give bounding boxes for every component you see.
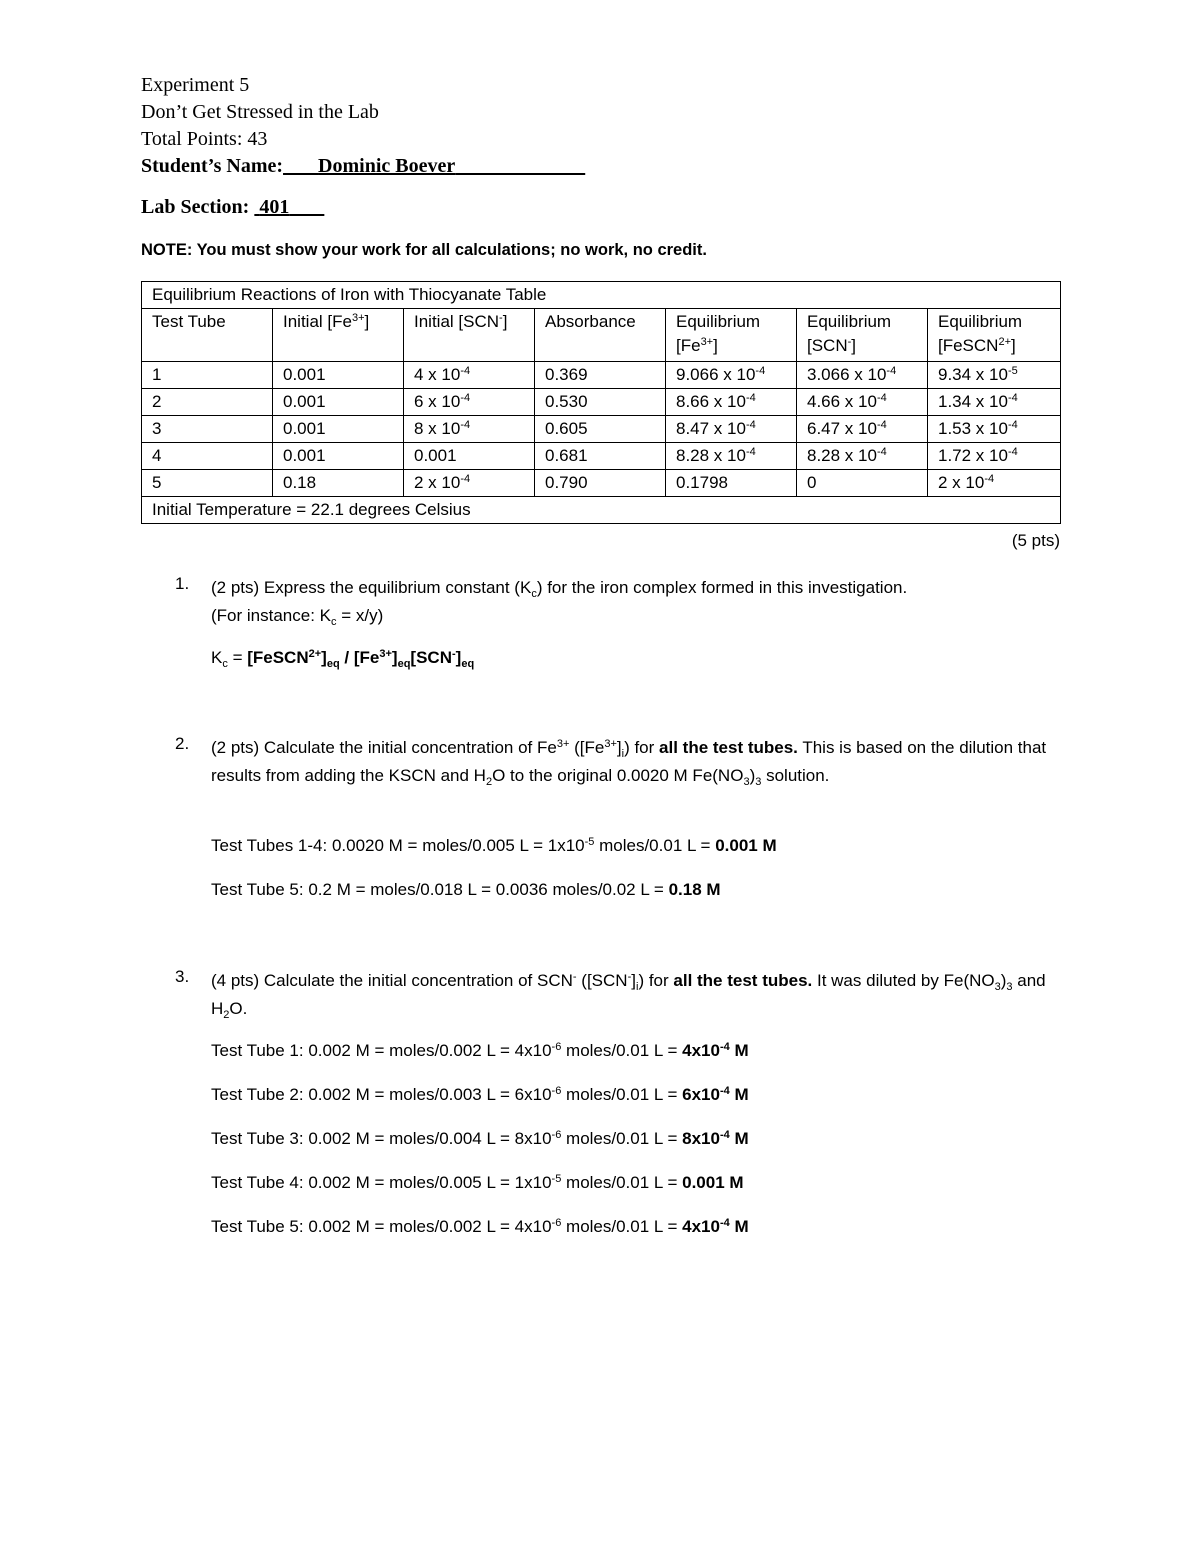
question-text: (4 pts) Calculate the initial concentration of SCN- $([SCN^-]_i)$ for all the test tubes. It was diluted by $Fe(NO_3)_3$ and $H_2O$. [211,971,1046,1021]
cell-eq-scn: 6.47 x $10^{-4}$ [797,416,928,443]
header-initial-scn: Initial [SCN-] [404,309,535,362]
cell-eq-fescn: 9.34 x $10^{-5}$ [928,362,1061,389]
header-eq-scn: Equilibrium [SCN-] [797,309,928,362]
question-text: (2 pts) Calculate the initial concentration of $Fe^{3+}$ $([Fe^{3+}]_i)$ for all the test tubes. This is based on the dilution that results from adding the KSCN and $H_2O$ to the original 0.0020 M $Fe(NO_3)_3$ solution. [211,738,1047,788]
header-initial-fe: Initial $[Fe^{3+}]$ [273,309,404,362]
question-number: 1. [175,574,190,593]
q2-calc-tube-5: Test Tube 5: 0.2 M = moles/0.018 L = 0.0036 moles/0.02 L = 0.18 M [211,880,721,899]
cell-initial-fe: 0.001 [273,389,404,416]
q3-calc-tube-4: Test Tube 4: 0.002 M = moles/0.005 $L = 1x10^{-5}$ moles/0.01 L = 0.001 M [211,1173,744,1192]
cell-tube: 1 [142,362,273,389]
cell-eq-fe: 8.66 x $10^{-4}$ [666,389,797,416]
cell-eq-fe: 9.066 x $10^{-4}$ [666,362,797,389]
cell-eq-fe: 8.47 x $10^{-4}$ [666,416,797,443]
cell-absorbance: 0.530 [535,389,666,416]
cell-eq-fescn: 2 x $10^{-4}$ [928,470,1061,497]
cell-absorbance: 0.369 [535,362,666,389]
cell-eq-fescn: 1.34 x $10^{-4}$ [928,389,1061,416]
document-header [141,72,585,180]
q2-calc-tubes-1-4: Test Tubes 1-4: 0.0020 M = moles/0.005 $L = 1x10^{-5}$ moles/0.01 L = 0.001 M [211,836,777,855]
question-number: 2. [175,734,190,753]
cell-initial-fe: 0.001 [273,362,404,389]
lab-section-value: 401 [259,196,290,218]
table-row [142,389,1061,416]
cell-eq-fe: 8.28 x $10^{-4}$ [666,443,797,470]
header-eq-fescn: Equilibrium [FeSCN$^{2+}$] [928,309,1061,362]
student-name-value: Dominic Boever [318,155,456,177]
table-row [142,362,1061,389]
q3-calc-tube-2: Test Tube 2: 0.002 M = moles/0.003 $L = 6x10^{-6}$ moles/0.01 $L = 6x10^{-4}$ M [211,1085,749,1104]
cell-initial-scn: 4 x $10^{-4}$ [404,362,535,389]
table-header-row [142,309,1061,362]
equilibrium-table [141,281,1061,524]
header-absorbance: Absorbance [535,309,666,362]
q3-calc-tube-3: Test Tube 3: 0.002 M = moles/0.004 $L = 8x10^{-6}$ moles/0.01 $L = 8x10^{-4}$ M [211,1129,749,1148]
cell-eq-scn: 0 [797,470,928,497]
cell-initial-fe: 0.001 [273,416,404,443]
cell-eq-scn: 3.066 x $10^{-4}$ [797,362,928,389]
lab-section-label: Lab Section: [141,196,250,218]
q3-calc-tube-1: Test Tube 1: 0.002 M = moles/0.002 $L = 4x10^{-6}$ moles/0.01 $L = 4x10^{-4}$ M [211,1041,749,1060]
header-eq-fe: Equilibrium $[Fe^{3+}]$ [666,309,797,362]
experiment-title: Don’t Get Stressed in the Lab [141,101,379,123]
cell-tube: 3 [142,416,273,443]
student-name-field [283,155,585,177]
cell-eq-fe: 0.1798 [666,470,797,497]
student-name-label: Student’s Name: [141,155,284,177]
q3-calc-tube-5: Test Tube 5: 0.002 M = moles/0.002 $L = 4x10^{-6}$ moles/0.01 $L = 4x10^{-4}$ M [211,1217,749,1236]
table-footer-temperature: Initial Temperature = 22.1 degrees Celsius [142,497,1061,524]
cell-tube: 5 [142,470,273,497]
work-note: NOTE: You must show your work for all calculations; no work, no credit. [141,241,707,259]
cell-initial-fe: 0.001 [273,443,404,470]
table-points: (5 pts) [1011,531,1060,550]
cell-eq-fescn: 1.72 x $10^{-4}$ [928,443,1061,470]
question-text: (2 pts) Express the equilibrium constant $(K_c)$ for the iron complex formed in this investigation. (For instance: $K_c = x/y$) [211,578,908,628]
cell-initial-scn: 8 x $10^{-4}$ [404,416,535,443]
header-test-tube: Test Tube [142,309,273,362]
table-row [142,470,1061,497]
cell-tube: 4 [142,443,273,470]
experiment-number: Experiment 5 [141,74,250,96]
cell-absorbance: 0.605 [535,416,666,443]
table-title: Equilibrium Reactions of Iron with Thiocyanate Table [142,282,1061,309]
cell-initial-scn: 0.001 [404,443,535,470]
cell-absorbance: 0.790 [535,470,666,497]
q1-answer: $K_c$ = $[FeSCN^{2+}]_{eq} / [Fe^{3+}]_{eq}[SCN^-]_{eq}$ [211,648,475,670]
lab-section-field [254,196,324,218]
lab-section-line [141,196,324,219]
question-number: 3. [175,967,190,986]
cell-tube: 2 [142,389,273,416]
table-row [142,443,1061,470]
cell-eq-scn: 4.66 x $10^{-4}$ [797,389,928,416]
cell-initial-fe: 0.18 [273,470,404,497]
cell-absorbance: 0.681 [535,443,666,470]
student-name-line [141,153,585,180]
cell-eq-scn: 8.28 x $10^{-4}$ [797,443,928,470]
cell-eq-fescn: 1.53 x $10^{-4}$ [928,416,1061,443]
total-points: Total Points: 43 [141,128,268,150]
cell-initial-scn: 2 x $10^{-4}$ [404,470,535,497]
cell-initial-scn: 6 x $10^{-4}$ [404,389,535,416]
table-row [142,416,1061,443]
